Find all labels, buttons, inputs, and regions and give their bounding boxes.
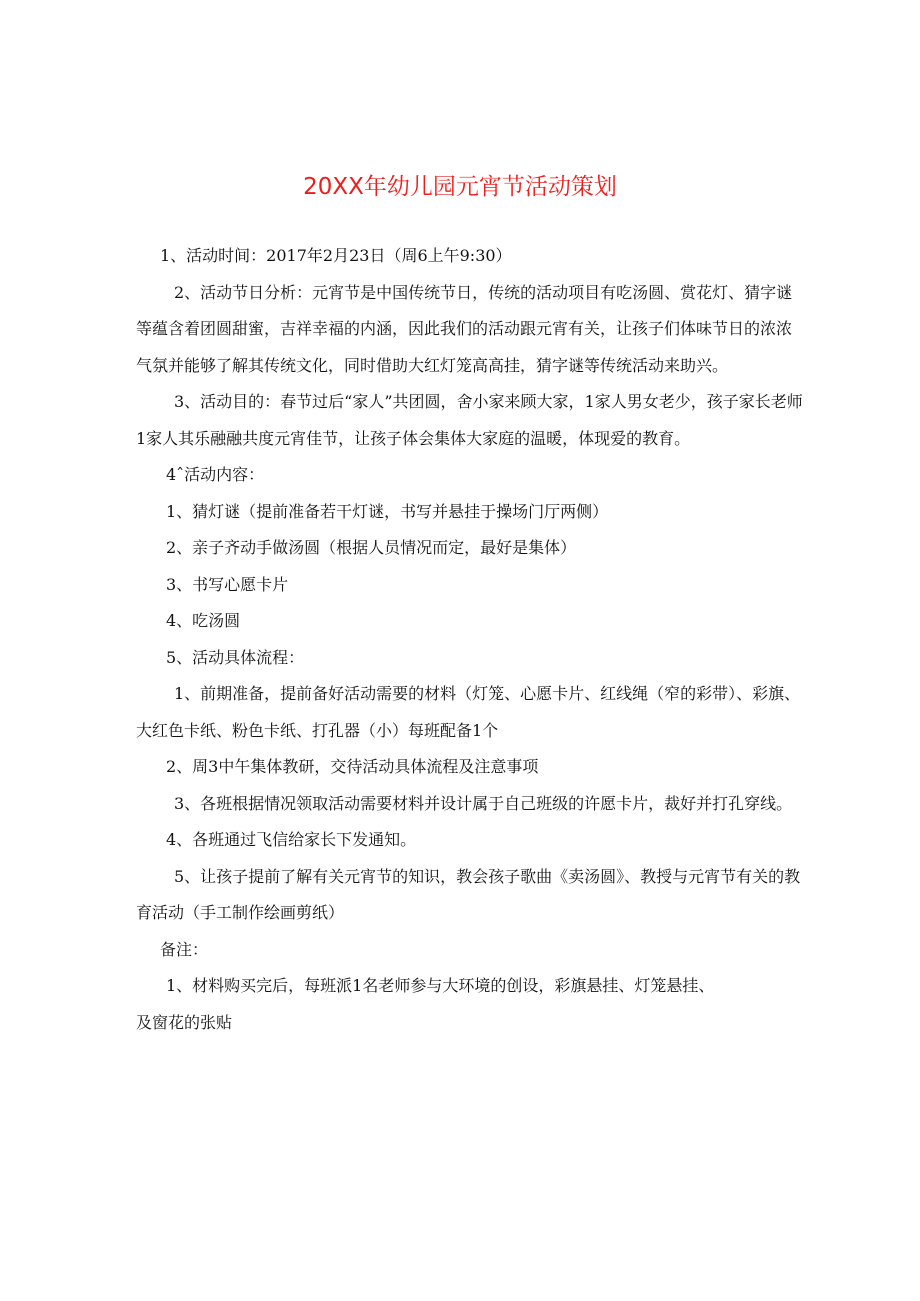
paragraph-class-materials: 3、各班根据情况领取活动需要材料并设计属于自己班级的许愿卡片，裁好并打孔穿线。 (174, 793, 793, 813)
paragraph-notes-heading: 备注： (160, 939, 209, 959)
paragraph-lantern-riddles: 1、猜灯谜（提前准备若干灯谜，书写并悬挂于操场门厅两侧） (166, 501, 609, 521)
paragraph-wish-cards: 3、书写心愿卡片 (166, 574, 289, 594)
paragraph-activity-time: 1、活动时间：2017年2月23日（周6上午9:30） (160, 246, 512, 265)
document-body (136, 238, 806, 1041)
paragraph-teach-knowledge: 5、让孩子提前了解有关元宵节的知识，教会孩子歌曲《卖汤圆》、教授与元宵节有关的教育活动（手工制作绘画剪纸） (136, 866, 801, 922)
paragraph-activity-content-heading: 4ˆ活动内容： (166, 465, 265, 484)
paragraph-process-heading: 5、活动具体流程： (166, 647, 305, 667)
paragraph-notify-parents: 4、各班通过飞信给家长下发通知。 (166, 830, 417, 849)
document-title: 20XX年幼儿园元宵节活动策划 (303, 174, 617, 200)
paragraph-eat-tangyuan: 4、吃汤圆 (166, 611, 241, 630)
paragraph-make-tangyuan: 2、亲子齐动手做汤圆（根据人员情况而定，最好是集体） (166, 538, 577, 557)
paragraph-notes-item-1: 1、材料购买完后，每班派1名老师参与大环境的创设，彩旗悬挂、灯笼悬挂、 (166, 976, 715, 995)
paragraph-notes-item-1-cont: 及窗花的张贴 (136, 1012, 233, 1032)
paragraph-activity-purpose: 3、活动目的：春节过后“家人”共团圆，舍小家来顾大家，1家人男女老少，孩子家长老师1家人其乐融融共度元宵佳节，让孩子体会集体大家庭的温暖，体现爱的教育。 (136, 392, 803, 448)
paragraph-teaching-research: 2、周3中午集体教研，交待活动具体流程及注意事项 (166, 757, 539, 776)
paragraph-festival-analysis: 2、活动节日分析：元宵节是中国传统节日，传统的活动项目有吃汤圆、赏花灯、猜字谜等蕴含着团圆甜蜜，吉祥幸福的内涵，因此我们的活动跟元宵有关，让孩子们体味节日的浓浓气氛并能够了解其传统文化，同时借助大红灯笼高高挂，猜字谜等传统活动来助兴。 (136, 282, 793, 375)
paragraph-preparation: 1、前期准备，提前备好活动需要的材料（灯笼、心愿卡片、红线绳（窄的彩带）、彩旗、大红色卡纸、粉色卡纸、打孔器（小）每班配备1个 (136, 684, 801, 740)
